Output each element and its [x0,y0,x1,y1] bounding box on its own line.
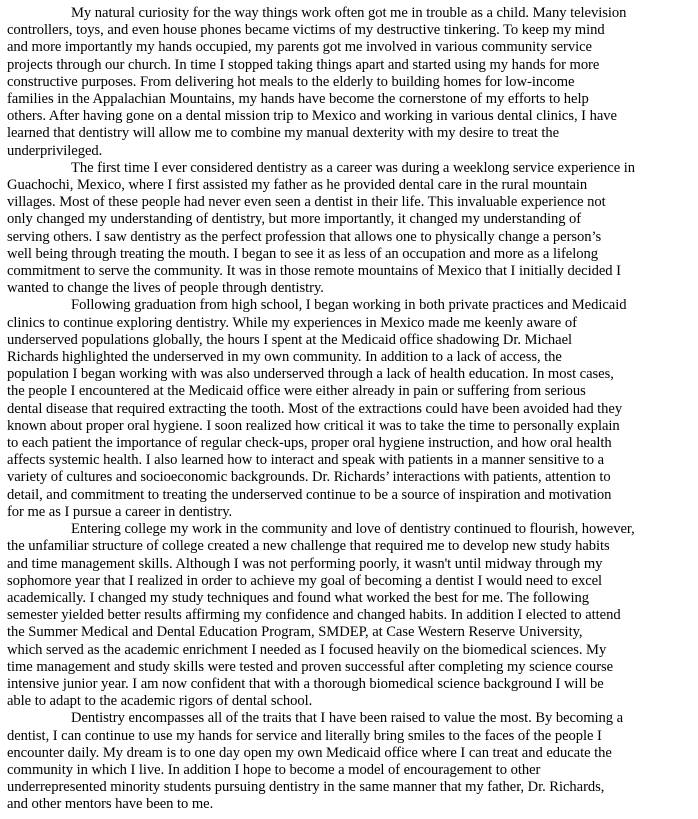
paragraph-4: Entering college my work in the community and love of dentistry continued to flourish, however, the unfamiliar structure of college created a new challenge that required me to develop new study habits and time management skills. Although I was not performing poorly, it wasn't until midway through my sophomore year that I realized in order to achieve my goal of becoming a dentist I would need to excel academically. I changed my study techniques and found what worked the best for me. The following semester yielded better results affirming my confidence and changed habits. In addition I elected to attend the Summer Medical and Dental Education Program, SMDEP, at Case Western Reserve University, which served as the academic enrichment I needed as I focused heavily on the biomedical sciences. My time management and study skills were tested and proven successful after completing my science course intensive junior year. I am now confident that with a thorough biomedical science background I will be able to adapt to the academic rigors of dental school. [7,521,635,710]
paragraph-2: The first time I ever considered dentistry as a career was during a weeklong service experience in Guachochi, Mexico, where I first assisted my father as he provided dental care in the rural mountain villages. Most of these people had never even seen a dentist in their life. This invaluable experience not only changed my understanding of dentistry, but more importantly, it changed my understanding of serving others. I saw dentistry as the perfect profession that allows one to physically change a person’s well being through treating the mouth. I began to see it as less of an occupation and more as a lifelong commitment to serve the community. It was in those remote mountains of Mexico that I initially decided I wanted to change the lives of people through dentistry. [7,159,636,297]
document-page [7,5,691,814]
paragraph-3: Following graduation from high school, I began working in both private practices and Medicaid clinics to continue exploring dentistry. While my experiences in Mexico made me keenly aware of underserved populations globally, the hours I spent at the Medicaid office shadowing Dr. Michael Richards highlighted the underserved in my own community. In addition to a lack of access, the population I began working with was also underserved through a lack of health education. In most cases, the people I encountered at the Medicaid office were either already in pain or suffering from serious dental disease that required extracting the tooth. Most of the extractions could have been avoided had they known about proper oral hygiene. I soon realized how critical it was to take the time to personally explain to each patient the importance of regular check-ups, proper oral hygiene instruction, and how oral health affects systemic health. I also learned how to interact and speak with patients in a manner sensitive to a variety of cultures and socioeconomic backgrounds. Dr. Richards’ interactions with patients, attention to detail, and commitment to treating the underserved continue to be a source of inspiration and motivation for me as I pursue a career in dentistry. [7,297,627,520]
paragraph-1: My natural curiosity for the way things work often got me in trouble as a child. Many television controllers, toys, and even house phones became victims of my destructive tinkering. To keep my mind and more importantly my hands occupied, my parents got me involved in various community service projects through our church. In time I stopped taking things apart and started using my hands for more constructive purposes. From delivering hot meals to the elderly to building homes for low-income families in the Appalachian Mountains, my hands have become the cornerstone of my efforts to help others. After having gone on a dental mission trip to Mexico and working in various dental clinics, I have learned that dentistry will allow me to combine my manual dexterity with my desire to treat the underprivileged. [7,5,627,159]
paragraph-5: Dentistry encompasses all of the traits that I have been raised to value the most. By becoming a dentist, I can continue to use my hands for service and literally bring smiles to the faces of the people I encounter daily. My dream is to one day open my own Medicaid office where I can treat and educate the community in which I live. In addition I hope to become a model of encouragement to other underrepresented minority students pursuing dentistry in the same manner that my father, Dr. Richards, and other mentors have been to me. [7,710,624,813]
